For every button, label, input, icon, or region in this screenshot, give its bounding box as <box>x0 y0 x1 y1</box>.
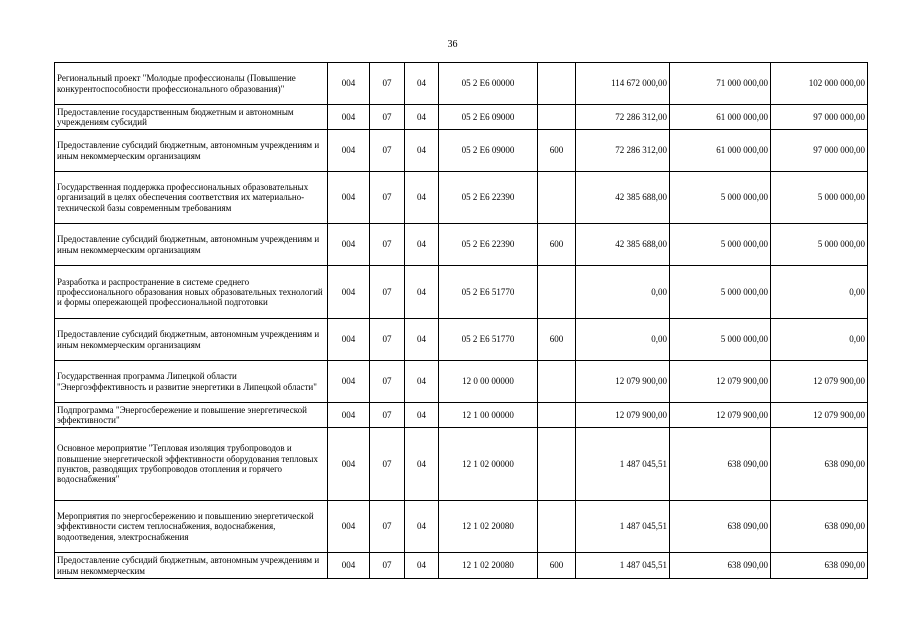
target-article-cell: 12 1 02 00000 <box>439 428 538 501</box>
amount-year3-cell: 97 000 000,00 <box>771 105 868 130</box>
section-code-cell: 07 <box>370 105 405 130</box>
section-code-cell: 07 <box>370 501 405 553</box>
amount-year2-cell: 5 000 000,00 <box>670 266 771 319</box>
amount-year3-cell: 12 079 900,00 <box>771 361 868 403</box>
expense-type-cell <box>538 105 576 130</box>
amount-year3-cell: 97 000 000,00 <box>771 130 868 172</box>
amount-year1-cell: 72 286 312,00 <box>576 130 670 172</box>
admin-code-cell: 004 <box>328 266 370 319</box>
amount-year2-cell: 638 090,00 <box>670 501 771 553</box>
page-number: 36 <box>447 39 458 50</box>
target-article-cell: 12 1 02 20080 <box>439 501 538 553</box>
amount-year2-cell: 5 000 000,00 <box>670 172 771 224</box>
target-article-cell: 05 2 E6 22390 <box>439 172 538 224</box>
amount-year1-cell: 1 487 045,51 <box>576 553 670 579</box>
table-row <box>55 403 868 428</box>
table-row <box>55 266 868 319</box>
table-row <box>55 501 868 553</box>
section-code-cell: 07 <box>370 319 405 361</box>
row-name-cell: Подпрограмма "Энергосбережение и повышение энергетической эффективности" <box>55 403 328 428</box>
subsection-code-cell: 04 <box>405 63 439 105</box>
target-article-cell: 12 1 02 20080 <box>439 553 538 579</box>
admin-code-cell: 004 <box>328 428 370 501</box>
amount-year2-cell: 638 090,00 <box>670 553 771 579</box>
amount-year2-cell: 5 000 000,00 <box>670 319 771 361</box>
row-name-cell: Региональный проект "Молодые профессионалы (Повышение конкурентоспособности профессионального образования)" <box>55 63 328 105</box>
amount-year1-cell: 1 487 045,51 <box>576 428 670 501</box>
target-article-cell: 05 2 E6 00000 <box>439 63 538 105</box>
admin-code-cell: 004 <box>328 501 370 553</box>
admin-code-cell: 004 <box>328 224 370 266</box>
table-row <box>55 105 868 130</box>
amount-year1-cell: 12 079 900,00 <box>576 361 670 403</box>
admin-code-cell: 004 <box>328 361 370 403</box>
target-article-cell: 05 2 E6 22390 <box>439 224 538 266</box>
amount-year3-cell: 5 000 000,00 <box>771 224 868 266</box>
amount-year1-cell: 12 079 900,00 <box>576 403 670 428</box>
amount-year3-cell: 638 090,00 <box>771 501 868 553</box>
expense-type-cell: 600 <box>538 224 576 266</box>
admin-code-cell: 004 <box>328 553 370 579</box>
admin-code-cell: 004 <box>328 172 370 224</box>
expense-type-cell <box>538 63 576 105</box>
section-code-cell: 07 <box>370 172 405 224</box>
subsection-code-cell: 04 <box>405 130 439 172</box>
amount-year3-cell: 0,00 <box>771 319 868 361</box>
amount-year1-cell: 42 385 688,00 <box>576 172 670 224</box>
target-article-cell: 05 2 E6 09000 <box>439 105 538 130</box>
subsection-code-cell: 04 <box>405 501 439 553</box>
row-name-cell: Государственная программа Липецкой области "Энергоэффективность и развитие энергетики в Липецкой области" <box>55 361 328 403</box>
amount-year3-cell: 102 000 000,00 <box>771 63 868 105</box>
section-code-cell: 07 <box>370 224 405 266</box>
admin-code-cell: 004 <box>328 130 370 172</box>
amount-year1-cell: 1 487 045,51 <box>576 501 670 553</box>
budget-table <box>54 62 868 579</box>
amount-year2-cell: 71 000 000,00 <box>670 63 771 105</box>
amount-year3-cell: 638 090,00 <box>771 428 868 501</box>
amount-year2-cell: 12 079 900,00 <box>670 403 771 428</box>
subsection-code-cell: 04 <box>405 361 439 403</box>
admin-code-cell: 004 <box>328 319 370 361</box>
expense-type-cell <box>538 361 576 403</box>
row-name-cell: Предоставление субсидий бюджетным, автономным учреждениям и иным некоммерческим организациям <box>55 224 328 266</box>
subsection-code-cell: 04 <box>405 403 439 428</box>
subsection-code-cell: 04 <box>405 105 439 130</box>
row-name-cell: Государственная поддержка профессиональных образовательных организаций в целях обеспечения соответствия их материально-технической базы современным требованиям <box>55 172 328 224</box>
target-article-cell: 05 2 E6 51770 <box>439 319 538 361</box>
admin-code-cell: 004 <box>328 403 370 428</box>
expense-type-cell: 600 <box>538 319 576 361</box>
amount-year2-cell: 638 090,00 <box>670 428 771 501</box>
section-code-cell: 07 <box>370 403 405 428</box>
target-article-cell: 05 2 E6 09000 <box>439 130 538 172</box>
row-name-cell: Предоставление субсидий бюджетным, автономным учреждениям и иным некоммерческим организациям <box>55 319 328 361</box>
table-row <box>55 319 868 361</box>
row-name-cell: Предоставление субсидий бюджетным, автономным учреждениям и иным некоммерческим организациям <box>55 130 328 172</box>
section-code-cell: 07 <box>370 63 405 105</box>
expense-type-cell <box>538 403 576 428</box>
subsection-code-cell: 04 <box>405 172 439 224</box>
expense-type-cell <box>538 266 576 319</box>
section-code-cell: 07 <box>370 428 405 501</box>
table-row <box>55 130 868 172</box>
amount-year1-cell: 0,00 <box>576 319 670 361</box>
amount-year2-cell: 5 000 000,00 <box>670 224 771 266</box>
row-name-cell: Разработка и распространение в системе среднего профессионального образования новых образовательных технологий и формы опережающей профессиональной подготовки <box>55 266 328 319</box>
section-code-cell: 07 <box>370 361 405 403</box>
amount-year3-cell: 638 090,00 <box>771 553 868 579</box>
section-code-cell: 07 <box>370 130 405 172</box>
expense-type-cell <box>538 428 576 501</box>
amount-year3-cell: 5 000 000,00 <box>771 172 868 224</box>
amount-year1-cell: 114 672 000,00 <box>576 63 670 105</box>
admin-code-cell: 004 <box>328 105 370 130</box>
amount-year2-cell: 12 079 900,00 <box>670 361 771 403</box>
row-name-cell: Мероприятия по энергосбережению и повышению энергетической эффективности систем теплоснабжения, водоснабжения, водоотведения, электроснабжения <box>55 501 328 553</box>
expense-type-cell <box>538 172 576 224</box>
table-row <box>55 428 868 501</box>
amount-year2-cell: 61 000 000,00 <box>670 105 771 130</box>
table-row <box>55 361 868 403</box>
expense-type-cell: 600 <box>538 553 576 579</box>
expense-type-cell: 600 <box>538 130 576 172</box>
subsection-code-cell: 04 <box>405 224 439 266</box>
table-row <box>55 553 868 579</box>
admin-code-cell: 004 <box>328 63 370 105</box>
section-code-cell: 07 <box>370 553 405 579</box>
amount-year1-cell: 0,00 <box>576 266 670 319</box>
expense-type-cell <box>538 501 576 553</box>
target-article-cell: 12 0 00 00000 <box>439 361 538 403</box>
table-row <box>55 63 868 105</box>
subsection-code-cell: 04 <box>405 319 439 361</box>
table-row <box>55 172 868 224</box>
amount-year3-cell: 0,00 <box>771 266 868 319</box>
amount-year1-cell: 72 286 312,00 <box>576 105 670 130</box>
section-code-cell: 07 <box>370 266 405 319</box>
row-name-cell: Предоставление субсидий бюджетным, автономным учреждениям и иным некоммерческим <box>55 553 328 579</box>
table-row <box>55 224 868 266</box>
target-article-cell: 05 2 E6 51770 <box>439 266 538 319</box>
amount-year3-cell: 12 079 900,00 <box>771 403 868 428</box>
row-name-cell: Основное мероприятие "Тепловая изоляция трубопроводов и повышение энергетической эффективности оборудования тепловых пунктов, разводящих трубопроводов отопления и горячего водоснабжения" <box>55 428 328 501</box>
target-article-cell: 12 1 00 00000 <box>439 403 538 428</box>
amount-year1-cell: 42 385 688,00 <box>576 224 670 266</box>
subsection-code-cell: 04 <box>405 428 439 501</box>
amount-year2-cell: 61 000 000,00 <box>670 130 771 172</box>
row-name-cell: Предоставление государственным бюджетным и автономным учреждениям субсидий <box>55 105 328 130</box>
subsection-code-cell: 04 <box>405 553 439 579</box>
subsection-code-cell: 04 <box>405 266 439 319</box>
